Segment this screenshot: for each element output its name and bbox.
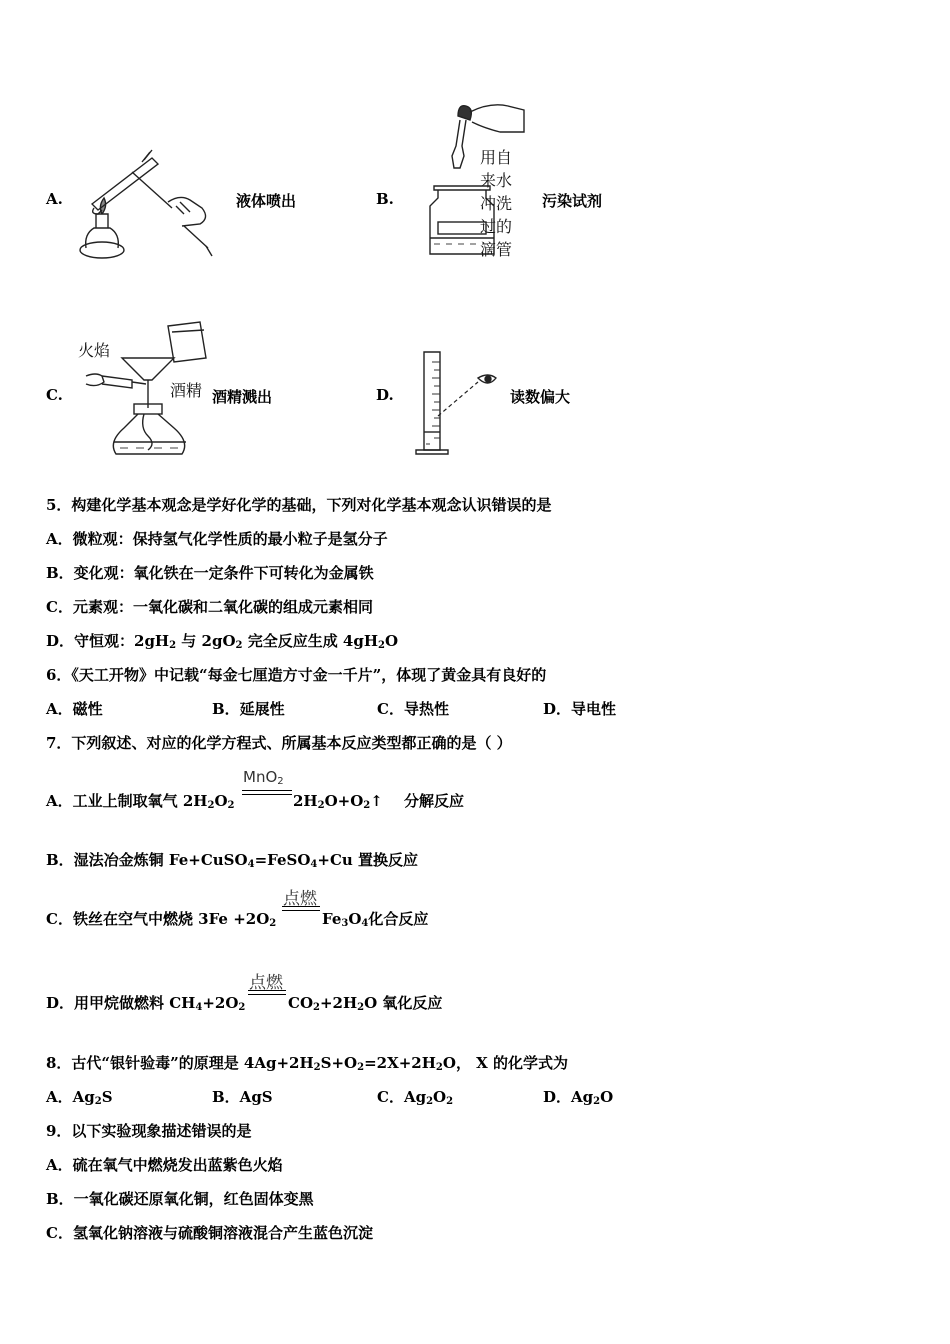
q5-option-c: C．元素观：一氧化碳和二氧化碳的组成元素相同 xyxy=(46,598,373,616)
q7c-equals-line xyxy=(282,906,320,907)
subscript: 2 xyxy=(235,640,243,651)
subscript: 2 xyxy=(317,800,325,811)
q7a-condition xyxy=(243,768,284,787)
text: D．守恒观：2gH xyxy=(46,632,170,650)
subscript: 3 xyxy=(341,918,349,929)
q6-option-a: A．磁性 xyxy=(46,700,103,718)
figure-a-heating-test-tube xyxy=(72,148,222,266)
figure-b-dropper-bottle xyxy=(420,98,530,258)
q8-stem xyxy=(46,1054,568,1077)
text: 8．古代“银针验毒”的原理是 4Ag+2H xyxy=(46,1054,314,1072)
text: S xyxy=(101,1088,113,1106)
option-d-letter: D. xyxy=(376,386,394,404)
q7a-products xyxy=(293,792,383,815)
subscript: 4 xyxy=(310,859,318,870)
figure-b-caption: 污染试剂 xyxy=(542,192,603,210)
figure-b-note-line: 用自 xyxy=(480,148,513,167)
subscript: 2 xyxy=(426,1096,434,1107)
q7d-products xyxy=(288,994,442,1017)
q8-option-a xyxy=(46,1088,113,1111)
figure-d-caption: 读数偏大 xyxy=(510,388,571,406)
text: O+O xyxy=(324,792,364,810)
text: MnO xyxy=(243,768,278,786)
subscript: 2 xyxy=(357,1002,365,1013)
figure-d-graduated-cylinder xyxy=(410,348,510,458)
text: O， X 的化学式为 xyxy=(442,1054,569,1072)
option-c-letter: C. xyxy=(46,386,63,404)
subscript: 2 xyxy=(277,776,284,787)
q8-option-c xyxy=(377,1088,453,1111)
text: O xyxy=(433,1088,447,1106)
option-a-letter: A. xyxy=(46,190,63,208)
q7c-equals-line xyxy=(282,910,320,911)
q8-option-d xyxy=(543,1088,613,1111)
q7d-condition: 点燃 xyxy=(249,973,283,993)
figure-b-note-line: 冲洗 xyxy=(480,194,513,213)
subscript: 2 xyxy=(593,1096,601,1107)
subscript: 2 xyxy=(207,800,215,811)
text: O xyxy=(214,792,228,810)
text: 完全反应生成 4gH xyxy=(242,632,379,650)
q7a-equals-line xyxy=(242,794,292,795)
text: O xyxy=(600,1088,614,1106)
q7-option-b xyxy=(46,851,418,874)
subscript: 4 xyxy=(195,1002,203,1013)
text: B．湿法冶金炼铜 Fe+CuSO xyxy=(46,851,248,869)
q7a-equals-line xyxy=(242,790,292,791)
subscript: 2 xyxy=(378,640,385,651)
text: O xyxy=(385,632,399,650)
q9-stem: 9．以下实验现象描述错误的是 xyxy=(46,1122,252,1140)
text: +Cu 置换反应 xyxy=(317,851,419,869)
figure-a-caption: 液体喷出 xyxy=(236,192,297,210)
q5-stem: 5．构建化学基本观念是学好化学的基础，下列对化学基本观念认识错误的是 xyxy=(46,496,552,514)
q7a-type: 分解反应 xyxy=(404,792,465,810)
q7-option-c xyxy=(46,910,276,933)
subscript: 4 xyxy=(247,859,255,870)
option-b-letter: B. xyxy=(376,190,394,208)
text: 与 2gO xyxy=(176,632,236,650)
text: +2H xyxy=(319,994,358,1012)
figure-b-note-line: 来水 xyxy=(480,171,513,190)
figure-b-note xyxy=(480,146,512,261)
text: 化合反应 xyxy=(368,910,429,928)
subscript: 4 xyxy=(361,918,369,929)
text: C．铁丝在空气中燃烧 3Fe +2O xyxy=(46,910,270,928)
figure-c-caption: 酒精溅出 xyxy=(212,388,273,406)
text: S+O xyxy=(320,1054,358,1072)
q5-option-b: B．变化观：氧化铁在一定条件下可转化为金属铁 xyxy=(46,564,374,582)
q5-option-a: A．微粒观：保持氢气化学性质的最小粒子是氢分子 xyxy=(46,530,388,548)
text: 2H xyxy=(293,792,318,810)
q9-option-c: C．氢氧化钠溶液与硫酸铜溶液混合产生蓝色沉淀 xyxy=(46,1224,373,1242)
figure-b-note-line: 滴管 xyxy=(480,240,513,259)
q7d-equals-line xyxy=(248,990,286,991)
q7c-products xyxy=(322,910,428,933)
subscript: 2 xyxy=(238,1002,246,1013)
q7c-condition: 点燃 xyxy=(283,889,317,909)
subscript: 2 xyxy=(169,640,177,651)
subscript: 2 xyxy=(313,1002,320,1013)
q9-option-a: A．硫在氧气中燃烧发出蓝紫色火焰 xyxy=(46,1156,283,1174)
q6-option-c: C．导热性 xyxy=(377,700,449,718)
subscript: 2 xyxy=(94,1096,102,1107)
text: +2O xyxy=(202,994,239,1012)
text: CO xyxy=(288,994,314,1012)
figure-c-flame-label: 火焰 xyxy=(78,341,111,360)
figure-c-alcohol-label: 酒精 xyxy=(170,381,203,400)
q6-stem: 6．《天工开物》中记载“每金七厘造方寸金一千片”，体现了黄金具有良好的 xyxy=(46,666,547,684)
subscript: 2 xyxy=(313,1062,321,1073)
subscript: 2 xyxy=(269,918,277,929)
q7-option-d xyxy=(46,994,245,1017)
text: A．工业上制取氧气 2H xyxy=(46,792,208,810)
subscript: 2 xyxy=(446,1096,454,1107)
text: A．Ag xyxy=(46,1088,95,1106)
q7d-equals-line xyxy=(248,994,286,995)
q6-option-b: B．延展性 xyxy=(212,700,285,718)
text: D．用甲烷做燃料 CH xyxy=(46,994,196,1012)
text: C．Ag xyxy=(377,1088,427,1106)
figure-b-note-line: 过的 xyxy=(480,217,513,236)
q8-option-b: B．AgS xyxy=(212,1088,273,1106)
subscript: 2 xyxy=(227,800,235,811)
q7-option-a xyxy=(46,792,235,815)
q6-option-d: D．导电性 xyxy=(543,700,617,718)
subscript: 2 xyxy=(435,1062,443,1073)
text: O 氧化反应 xyxy=(364,994,443,1012)
text: ↑ xyxy=(370,792,383,810)
text: =FeSO xyxy=(254,851,311,869)
text: O xyxy=(348,910,362,928)
q9-option-b: B．一氧化碳还原氧化铜，红色固体变黑 xyxy=(46,1190,314,1208)
q7-stem: 7．下列叙述、对应的化学方程式、所属基本反应类型都正确的是（ ） xyxy=(46,734,512,752)
text: Fe xyxy=(322,910,342,928)
text: =2X+2H xyxy=(364,1054,436,1072)
subscript: 2 xyxy=(363,800,371,811)
q5-option-d xyxy=(46,632,398,655)
text: D．Ag xyxy=(543,1088,594,1106)
subscript: 2 xyxy=(357,1062,365,1073)
